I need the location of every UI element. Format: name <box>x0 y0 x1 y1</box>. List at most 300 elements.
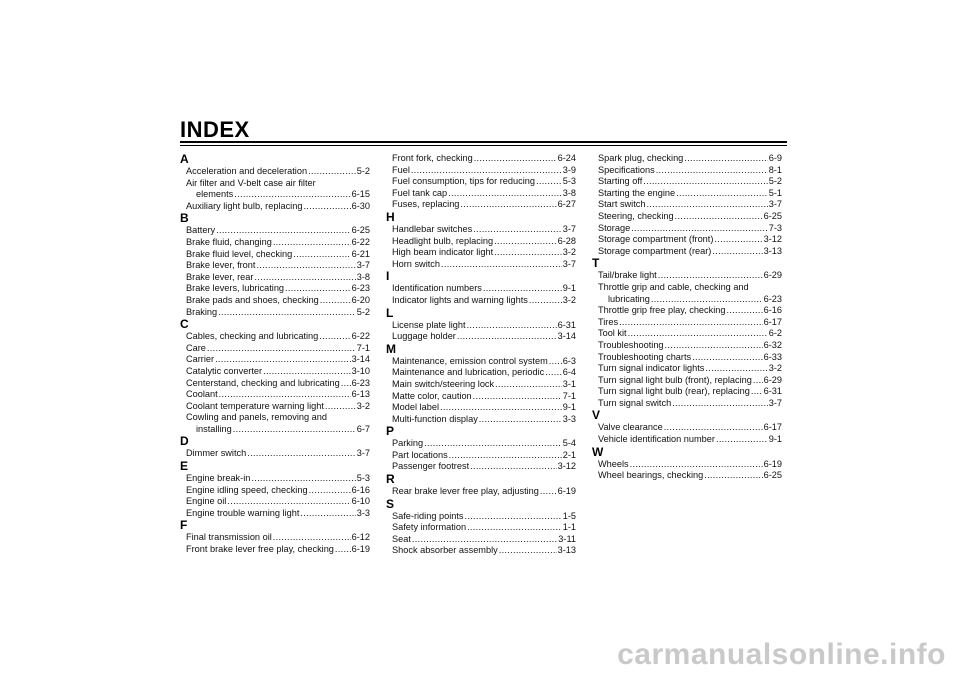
index-entry <box>392 199 576 211</box>
index-entry-text: elements <box>196 189 234 200</box>
index-entry <box>598 328 782 340</box>
index-entry-page: 3-3 <box>356 507 370 518</box>
index-entry <box>598 153 782 165</box>
leader-dots <box>218 307 356 319</box>
index-entry-text: Steering, checking <box>598 210 674 221</box>
leader-dots <box>658 270 763 282</box>
index-entry-text: Tail/brake light <box>598 270 657 281</box>
index-letter-heading: I <box>386 269 390 284</box>
index-entry-page: 3-2 <box>562 247 576 258</box>
index-entry-page: 6-17 <box>763 316 782 327</box>
index-letter-heading: T <box>592 256 600 271</box>
index-entry-page: 6-30 <box>351 200 370 211</box>
index-entry-page: 6-28 <box>557 235 576 246</box>
leader-dots <box>320 295 351 307</box>
index-entry-text: Safe-riding points <box>392 510 464 521</box>
index-entry-text: Dimmer switch <box>186 448 247 459</box>
index-entry <box>186 249 370 261</box>
index-entry <box>392 534 576 546</box>
index-entry <box>186 485 370 497</box>
leader-dots <box>495 379 562 391</box>
index-entry-page: 6-21 <box>351 248 370 259</box>
leader-dots <box>474 153 557 165</box>
index-entry-text: Throttle grip and cable, checking and <box>598 281 749 292</box>
index-entry <box>186 412 370 424</box>
index-letter-heading: P <box>386 424 395 439</box>
index-entry-text: Turn signal indicator lights <box>598 363 705 374</box>
index-entry <box>392 236 576 248</box>
leader-dots <box>448 188 562 200</box>
index-entry-text: Indicator lights and warning lights <box>392 294 528 305</box>
index-entry-page: 5-3 <box>356 473 370 484</box>
index-entry-page: 9-1 <box>768 434 782 445</box>
leader-dots <box>215 354 351 366</box>
index-entry <box>186 343 370 355</box>
leader-dots <box>467 320 557 332</box>
leader-dots <box>293 249 350 261</box>
leader-dots <box>424 438 562 450</box>
leader-dots <box>499 545 557 557</box>
title-rule <box>180 141 787 143</box>
leader-dots <box>234 189 350 201</box>
index-entry <box>392 295 576 307</box>
index-entry-page: 5-2 <box>356 306 370 317</box>
index-letter-heading: R <box>386 472 395 487</box>
index-entry <box>186 307 370 319</box>
index-entry-page: 3-7 <box>562 223 576 234</box>
index-entry-text: Vehicle identification number <box>598 434 715 445</box>
index-entry-text: Fuel consumption, tips for reducing <box>392 176 535 187</box>
leader-dots <box>727 305 763 317</box>
index-entry-text: Engine break-in <box>186 473 251 484</box>
index-entry-text: Carrier <box>186 354 215 365</box>
index-entry-page: 3-2 <box>562 294 576 305</box>
index-entry-text: Tool kit <box>598 328 627 339</box>
index-entry-page: 8-1 <box>768 164 782 175</box>
index-entry <box>186 237 370 249</box>
index-entry-text: Brake fluid level, checking <box>186 248 293 259</box>
index-entry-page: 6-20 <box>351 294 370 305</box>
index-entry-page: 3-1 <box>562 378 576 389</box>
page-title: INDEX <box>180 117 250 142</box>
index-entry <box>598 223 782 235</box>
index-entry <box>598 352 782 364</box>
leader-dots <box>675 211 763 223</box>
index-entry <box>598 176 782 188</box>
index-entry-text: installing <box>196 423 232 434</box>
index-entry-page: 9-1 <box>562 402 576 413</box>
index-entry <box>186 295 370 307</box>
leader-dots <box>319 331 350 343</box>
index-entry <box>598 375 782 387</box>
index-entry <box>392 379 576 391</box>
leader-dots <box>672 398 768 410</box>
index-entry-page: 3-9 <box>562 164 576 175</box>
index-entry-text: Horn switch <box>392 258 440 269</box>
index-entry-page: 7-1 <box>356 342 370 353</box>
index-entry-page: 5-3 <box>562 176 576 187</box>
index-entry-page: 6-29 <box>763 270 782 281</box>
index-entry <box>392 188 576 200</box>
leader-dots <box>308 166 356 178</box>
index-entry-page: 3-12 <box>763 234 782 245</box>
leader-dots <box>303 201 350 213</box>
index-entry-page: 3-7 <box>356 260 370 271</box>
index-entry-text: Coolant temperature warning light <box>186 400 324 411</box>
index-entry-page: 5-2 <box>356 166 370 176</box>
leader-dots <box>705 363 767 375</box>
index-entry-page: 6-16 <box>351 484 370 495</box>
index-entry <box>598 165 782 177</box>
leader-dots <box>630 459 763 471</box>
index-entry-page: 6-9 <box>768 153 782 163</box>
index-entry-page: 3-10 <box>351 365 370 376</box>
index-entry-page: 6-15 <box>351 189 370 200</box>
index-letter-heading: E <box>180 459 189 474</box>
index-letter-heading: L <box>386 305 394 320</box>
index-letter-heading: H <box>386 209 395 224</box>
index-entry-text: Maintenance, emission control system <box>392 355 548 366</box>
index-letter-heading: F <box>180 518 188 533</box>
index-entry <box>186 354 370 366</box>
leader-dots <box>651 294 763 306</box>
index-entry <box>598 363 782 375</box>
index-entry <box>392 367 576 379</box>
index-entry-text: Parking <box>392 438 424 449</box>
index-entry <box>392 438 576 450</box>
index-entry-page: 5-1 <box>768 187 782 198</box>
index-entry-page: 3-7 <box>562 258 576 269</box>
leader-dots <box>473 391 562 403</box>
leader-dots <box>219 389 351 401</box>
index-entry-text: Starting off <box>598 176 643 187</box>
index-entry-text: Specifications <box>598 164 655 175</box>
leader-dots <box>440 402 562 414</box>
index-entry <box>392 391 576 403</box>
index-entry <box>598 188 782 200</box>
index-entry <box>608 294 782 306</box>
leader-dots <box>656 165 768 177</box>
index-entry-page: 6-33 <box>763 351 782 362</box>
index-entry-text: Starting the engine <box>598 187 676 198</box>
index-entry-page: 6-7 <box>356 423 370 434</box>
index-entry <box>186 366 370 378</box>
index-entry-page: 6-25 <box>351 225 370 236</box>
index-entry <box>598 199 782 211</box>
index-entry <box>392 522 576 534</box>
leader-dots <box>335 544 351 556</box>
leader-dots <box>341 378 351 390</box>
index-letter-heading: A <box>180 152 189 166</box>
index-entry-text: Brake levers, lubricating <box>186 283 285 294</box>
index-entry-text: Turn signal switch <box>598 397 672 408</box>
index-entry-page: 7-1 <box>562 390 576 401</box>
title-rule-thin <box>180 145 787 146</box>
leader-dots <box>449 450 562 462</box>
index-entry <box>196 189 370 201</box>
index-entry-page: 6-22 <box>351 331 370 342</box>
index-entry-page: 6-27 <box>557 199 576 210</box>
leader-dots <box>692 352 762 364</box>
index-entry-text: Fuel tank cap <box>392 187 448 198</box>
index-entry-page: 6-19 <box>763 458 782 469</box>
index-entry <box>392 283 576 295</box>
index-entry-text: Multi-function display <box>392 413 478 424</box>
leader-dots <box>753 375 763 387</box>
index-entry-page: 3-3 <box>562 413 576 424</box>
index-entry <box>598 398 782 410</box>
index-entry-text: Braking <box>186 306 218 317</box>
index-entry-text: Model label <box>392 402 439 413</box>
index-entry <box>392 259 576 271</box>
index-entry-text: Wheels <box>598 458 629 469</box>
leader-dots <box>631 223 768 235</box>
leader-dots <box>704 470 762 482</box>
leader-dots <box>529 295 562 307</box>
leader-dots <box>536 176 562 188</box>
leader-dots <box>549 356 562 368</box>
index-entry <box>186 473 370 485</box>
index-entry-page: 3-11 <box>558 533 576 544</box>
index-entry-text: Throttle grip free play, checking <box>598 305 726 316</box>
index-entry <box>186 272 370 284</box>
index-entry-page: 6-31 <box>557 319 576 330</box>
index-entry-page: 3-2 <box>356 400 370 411</box>
index-entry-text: Front brake lever free play, checking <box>186 544 334 555</box>
leader-dots <box>227 496 350 508</box>
index-entry-page: 6-25 <box>763 470 782 481</box>
leader-dots <box>646 199 767 211</box>
index-entry-text: Rear brake lever free play, adjusting <box>392 486 539 497</box>
index-entry-text: Cables, checking and lubricating <box>186 331 319 342</box>
index-entry <box>186 260 370 272</box>
index-entry-text: Brake lever, rear <box>186 271 254 282</box>
leader-dots <box>441 259 562 271</box>
index-entry-text: Care <box>186 342 206 353</box>
index-entry-text: Front fork, checking <box>392 153 473 163</box>
index-entry <box>598 434 782 446</box>
index-entry-page: 3-7 <box>768 199 782 210</box>
index-letter-heading: V <box>592 408 601 423</box>
leader-dots <box>483 283 562 295</box>
index-entry-page: 6-3 <box>562 355 576 366</box>
index-entry-page: 6-24 <box>557 153 576 163</box>
leader-dots <box>325 401 356 413</box>
index-entry-text: Catalytic converter <box>186 365 263 376</box>
leader-dots <box>664 422 763 434</box>
index-entry-page: 6-4 <box>562 367 576 378</box>
index-entry <box>392 165 576 177</box>
leader-dots <box>263 366 351 378</box>
index-entry-page: 6-23 <box>351 283 370 294</box>
index-entry-text: Start switch <box>598 199 646 210</box>
leader-dots <box>470 461 556 473</box>
index-entry-text: Identification numbers <box>392 283 482 294</box>
index-entry-text: Centerstand, checking and lubricating <box>186 377 340 388</box>
index-entry-page: 6-25 <box>763 210 782 221</box>
leader-dots <box>494 236 556 248</box>
leader-dots <box>251 473 355 485</box>
index-entry-page: 7-3 <box>768 222 782 233</box>
leader-dots <box>684 153 767 165</box>
index-entry <box>186 496 370 508</box>
index-entry <box>598 340 782 352</box>
index-entry-page: 6-23 <box>351 377 370 388</box>
index-entry <box>392 153 576 165</box>
index-entry <box>392 247 576 259</box>
index-entry <box>186 401 370 413</box>
index-entry-text: lubricating <box>608 293 650 304</box>
index-entry-text: Tires <box>598 316 619 327</box>
leader-dots <box>460 199 556 211</box>
index-letter-heading: B <box>180 211 189 226</box>
index-entry <box>196 424 370 436</box>
leader-dots <box>494 247 562 259</box>
leader-dots <box>273 532 351 544</box>
index-entry-page: 6-23 <box>763 293 782 304</box>
index-letter-heading: W <box>592 444 604 459</box>
index-entry <box>186 544 370 556</box>
index-entry-text: Final transmission oil <box>186 532 272 543</box>
index-entry <box>598 305 782 317</box>
index-entry <box>392 511 576 523</box>
leader-dots <box>309 485 351 497</box>
index-entry-text: Acceleration and deceleration <box>186 166 308 176</box>
index-entry-text: Luggage holder <box>392 331 456 342</box>
leader-dots <box>300 508 355 520</box>
index-entry <box>598 211 782 223</box>
index-entry <box>598 317 782 329</box>
index-entry <box>392 224 576 236</box>
index-entry-text: High beam indicator light <box>392 247 494 258</box>
index-entry-page: 3-14 <box>557 331 576 342</box>
leader-dots <box>676 188 768 200</box>
leader-dots <box>473 224 562 236</box>
index-entry-text: Matte color, caution <box>392 390 472 401</box>
index-entry <box>186 331 370 343</box>
index-entry-text: Engine trouble warning light <box>186 507 300 518</box>
index-entry <box>598 470 782 482</box>
index-entry-text: Wheel bearings, checking <box>598 470 704 481</box>
index-entry-text: Battery <box>186 225 216 236</box>
index-entry-page: 6-32 <box>763 339 782 350</box>
index-entry <box>598 282 782 294</box>
index-entry-text: Seat <box>392 533 411 544</box>
index-entry-text: Main switch/steering lock <box>392 378 495 389</box>
index-entry-text: Air filter and V-belt case air filter <box>186 177 316 188</box>
index-entry-text: Storage compartment (rear) <box>598 245 712 256</box>
leader-dots <box>457 331 557 343</box>
index-entry-text: Brake lever, front <box>186 260 256 271</box>
index-entry-text: Turn signal light bulb (rear), replacing <box>598 386 750 397</box>
index-entry <box>186 178 370 190</box>
index-letter-heading: D <box>180 434 189 449</box>
index-entry-text: Cowling and panels, removing and <box>186 412 327 423</box>
index-entry <box>598 422 782 434</box>
index-entry-page: 2-1 <box>562 449 576 460</box>
leader-dots <box>643 176 767 188</box>
leader-dots <box>479 414 562 426</box>
leader-dots <box>712 246 762 258</box>
leader-dots <box>665 340 763 352</box>
leader-dots <box>247 448 355 460</box>
index-entry <box>392 320 576 332</box>
index-entry-text: Storage <box>598 222 631 233</box>
index-entry-text: Headlight bulb, replacing <box>392 235 494 246</box>
index-entry-page: 6-16 <box>763 305 782 316</box>
leader-dots <box>254 272 355 284</box>
index-letter-heading: S <box>386 496 395 511</box>
index-entry <box>186 389 370 401</box>
index-entry-page: 6-2 <box>768 328 782 339</box>
leader-dots <box>412 534 557 546</box>
index-entry-page: 3-8 <box>356 271 370 282</box>
leader-dots <box>465 511 562 523</box>
index-entry-page: 3-7 <box>768 397 782 408</box>
index-entry-text: Fuses, replacing <box>392 199 460 210</box>
index-entry-page: 3-8 <box>562 187 576 198</box>
index-entry <box>392 461 576 473</box>
leader-dots <box>411 165 562 177</box>
index-entry-page: 6-10 <box>351 496 370 507</box>
index-entry-page: 3-14 <box>351 354 370 365</box>
index-entry-page: 6-17 <box>763 422 782 433</box>
leader-dots <box>540 486 557 498</box>
index-entry-page: 5-4 <box>562 438 576 449</box>
leader-dots <box>628 328 768 340</box>
index-entry-text: Brake fluid, changing <box>186 236 272 247</box>
index-entry <box>598 270 782 282</box>
index-entry-page: 6-29 <box>763 374 782 385</box>
leader-dots <box>256 260 355 272</box>
index-entry-text: Part locations <box>392 449 448 460</box>
index-entry <box>392 176 576 188</box>
leader-dots <box>619 317 763 329</box>
index-entry <box>186 448 370 460</box>
leader-dots <box>714 234 762 246</box>
index-entry-page: 6-22 <box>351 236 370 247</box>
index-entry <box>392 414 576 426</box>
index-entry-text: Engine idling speed, checking <box>186 484 308 495</box>
index-entry-text: Shock absorber assembly <box>392 545 498 556</box>
index-entry-page: 6-13 <box>351 389 370 400</box>
leader-dots <box>716 434 768 446</box>
index-entry-page: 3-12 <box>557 461 576 472</box>
index-entry-page: 6-19 <box>351 544 370 555</box>
index-entry-page: 3-7 <box>356 448 370 459</box>
index-entry <box>186 225 370 237</box>
index-entry <box>186 508 370 520</box>
index-entry-page: 6-31 <box>763 386 782 397</box>
index-entry-text: Safety information <box>392 522 467 533</box>
index-entry-page: 1-1 <box>562 522 576 533</box>
index-entry-page: 5-2 <box>768 176 782 187</box>
index-column-2 <box>386 153 576 557</box>
leader-dots <box>467 522 562 534</box>
index-entry-text: Handlebar switches <box>392 223 473 234</box>
index-letter-heading: C <box>180 317 189 332</box>
index-entry-text: Troubleshooting charts <box>598 351 692 362</box>
index-entry-page: 6-12 <box>351 532 370 543</box>
index-entry <box>186 283 370 295</box>
index-column-3 <box>592 153 782 482</box>
index-entry-text: Spark plug, checking <box>598 153 684 163</box>
index-entry-text: Maintenance and lubrication, periodic <box>392 367 545 378</box>
leader-dots <box>285 283 351 295</box>
index-entry-text: Passenger footrest <box>392 461 470 472</box>
index-entry <box>598 459 782 471</box>
watermark: carmanualsonline.info <box>617 638 946 671</box>
